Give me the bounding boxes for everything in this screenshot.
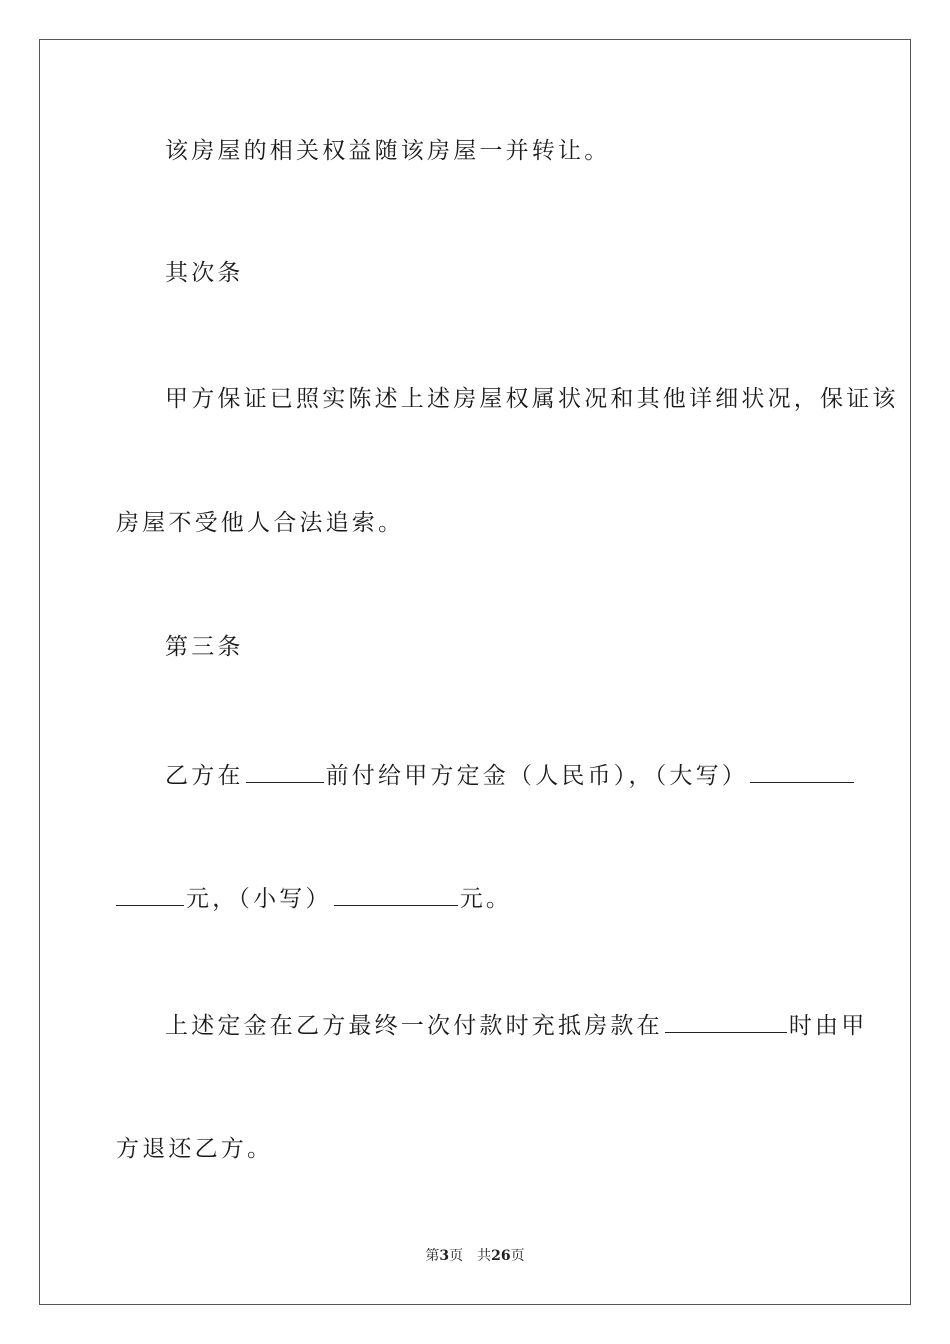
paragraph-warranty-line2: 房屋不受他人合法追索。 [116, 510, 405, 536]
deposit-text-c: 元，（小写） [186, 886, 332, 912]
article-heading-second: 其次条 [165, 260, 244, 286]
footer-total-prefix: 共 [477, 1248, 492, 1264]
refund-text-a: 上述定金在乙方最终一次付款时充抵房款在 [165, 1013, 663, 1039]
blank-amount-uppercase-continued[interactable] [116, 883, 184, 906]
paragraph-deposit-line1 [165, 760, 885, 791]
page-border [39, 39, 911, 1305]
deposit-text-b: 前付给甲方定金（人民币），（大写） [325, 763, 749, 789]
refund-text-b: 时由甲 [788, 1013, 868, 1039]
footer-total-pages: 26 [491, 1248, 511, 1264]
article-heading-third: 第三条 [165, 634, 244, 660]
paragraph-deposit-line2 [116, 883, 836, 914]
page-footer [0, 1246, 950, 1266]
blank-amount-uppercase-field[interactable] [750, 760, 854, 783]
paragraph-refund-line2: 方退还乙方。 [116, 1136, 274, 1162]
paragraph-warranty-line1: 甲方保证已照实陈述上述房屋权属状况和其他详细状况，保证该 [165, 386, 899, 412]
footer-total-suffix: 页 [510, 1248, 525, 1264]
footer-page-prefix: 第 [425, 1248, 440, 1264]
deposit-text-d: 元。 [459, 886, 513, 912]
blank-refund-time-field[interactable] [665, 1010, 787, 1033]
paragraph-refund-line1 [165, 1010, 885, 1041]
blank-date-field[interactable] [246, 760, 324, 783]
footer-page-suffix: 页 [449, 1248, 464, 1264]
blank-amount-lowercase-field[interactable] [334, 883, 458, 906]
footer-page-number: 3 [439, 1248, 450, 1264]
deposit-text-a: 乙方在 [165, 763, 244, 789]
paragraph-rights-transfer: 该房屋的相关权益随该房屋一并转让。 [165, 138, 611, 164]
